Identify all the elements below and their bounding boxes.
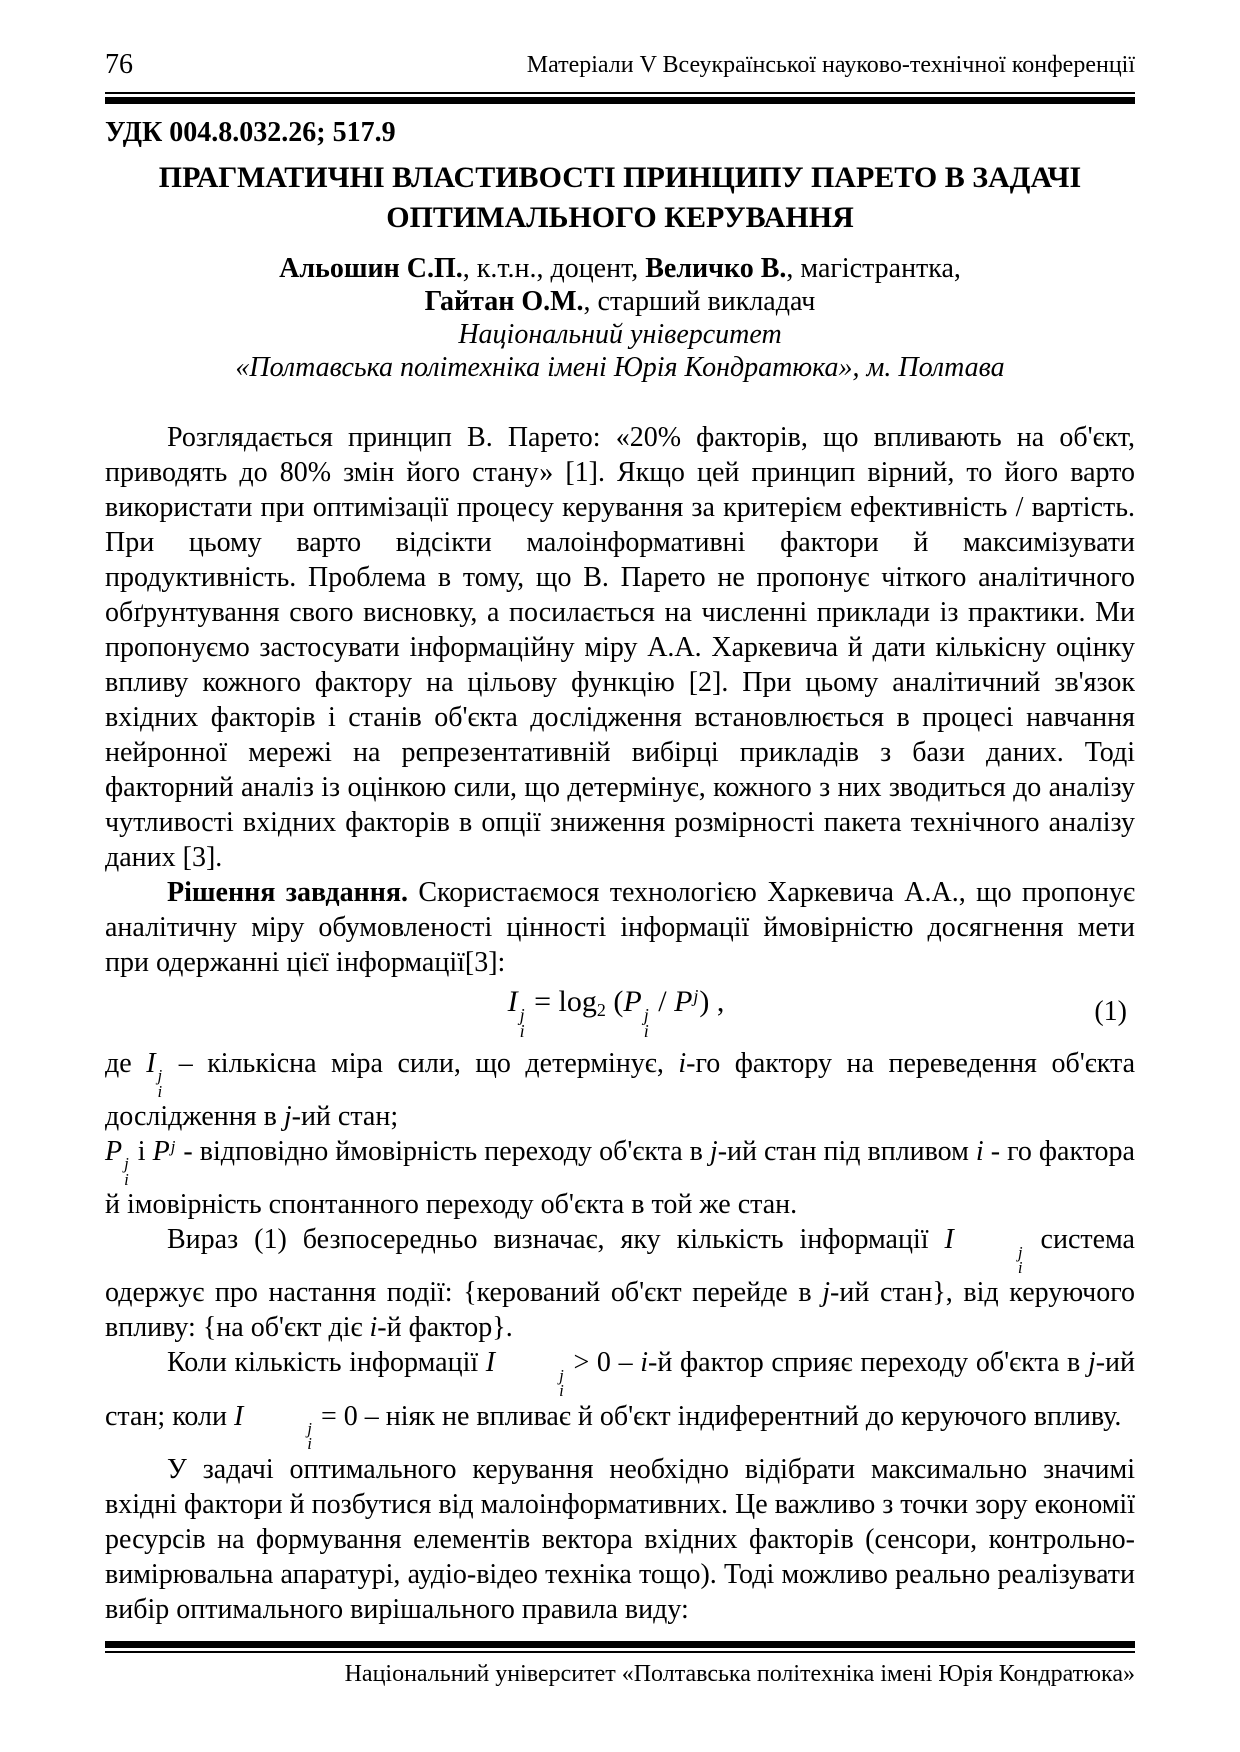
math-supsub: j i (559, 1365, 564, 1401)
authors-line-2 (105, 285, 1135, 318)
text-segment: і (130, 1136, 153, 1168)
page-content (105, 0, 1135, 1627)
authors-block (105, 252, 1135, 384)
text-segment: -й фактор}. (377, 1312, 513, 1344)
text-segment: У задачі оптимального керування необхідно відібрати максимально значимі вхідні фактори й позбутися від малоінформативних. Це важливо з точки зору економії ресурсів на формування елементів вектора вхідних факторів (сенсори, контрольно-вимірювальна апаратурі, аудіо-відео техніка тощо). Тоді можливо реально реалізувати вибір оптимального вирішального правила виду: (105, 1453, 1135, 1625)
text-segment: P (105, 1136, 123, 1168)
text-segment: = 0 – ніяк не впливає й об'єкт індиферентний до керуючого впливу. (313, 1400, 1122, 1432)
math-supsub: j i (157, 1066, 163, 1101)
text-segment: i (678, 1047, 687, 1079)
paragraph-pareto-principle (105, 420, 1135, 875)
text-segment: I (507, 985, 518, 1018)
text-segment: I (233, 1400, 244, 1432)
text-segment: Коли кількість інформації (167, 1347, 486, 1379)
text-segment: де (105, 1047, 147, 1079)
text-segment: I (146, 1047, 156, 1079)
text-segment: P (674, 985, 693, 1018)
header-rule-thick-line (105, 97, 1135, 104)
math-supsub: j i (643, 1004, 649, 1042)
text-segment: j (693, 986, 699, 1006)
text-segment: -го фактору на переведення об'єкта дослідження в (105, 1047, 1135, 1133)
text-segment: -й фактор сприяє переходу об'єкта в (648, 1347, 1088, 1379)
page-footer (105, 1641, 1135, 1689)
math-supsub: j i (124, 1154, 129, 1189)
text-segment: j (283, 1101, 292, 1133)
text-segment: – кількісна міра сили, що детермінує, (164, 1047, 679, 1079)
text-segment: Скористаємося технологією Харкевича А.А., що пропонує аналітичну міру обумовленості цінності інформації ймовірністю досягнення мети при одержанні цієї інформації[3]: (105, 877, 1135, 978)
text-segment: - го фактора й імовірність спонтанного переходу об'єкта в той же стан. (105, 1136, 1135, 1221)
authors-line-1 (105, 252, 1135, 285)
text-segment: Вираз (1) безпосередньо визначає, яку кількість інформації (167, 1224, 945, 1256)
text-segment: -ий стан; коли (105, 1347, 1136, 1432)
paragraph-solution (105, 875, 1135, 980)
header-rule (105, 92, 1135, 104)
paragraph-expression-meaning (105, 1222, 1135, 1345)
paragraph-information-cases (105, 1345, 1136, 1454)
text-segment: Величко В. (645, 253, 787, 284)
text-segment: / (650, 985, 675, 1018)
text-segment: j (1087, 1347, 1096, 1379)
text-segment: j (170, 1136, 176, 1156)
text-segment: , старший викладач (583, 286, 816, 317)
text-segment: Розглядається принцип В. Парето: «20% факторів, що впливають на об'єкт, приводять до 80% змін його стану» [1]. Якщо цей принцип вірний, то його варто використати при оптимізації процесу керування за критерієм ефективність / вартість. При цьому варто відсікти малоінформативні фактори й максимізувати продуктивність. Проблема в тому, що В. Парето не пропонує чіткого аналітичного обґрунтування свого висновку, а посилається на численні приклади із практики. Ми пропонуємо застосувати інформаційну міру А.А. Харкевича й дати кількісну оцінку впливу кожного фактору на цільову функцію [2]. При цьому аналітичний зв'язок вхідних факторів і станів об'єкта дослідження встановлюється в процесі навчання нейронної мережі на репрезентативній вибірці прикладів з бази даних. Тоді факторний аналіз із оцінкою сили, що детермінує, кожного з них зводиться до аналізу чутливості вхідних факторів в опції зниження розмірності пакета технічного аналізу даних [3]. (105, 422, 1135, 873)
text-segment: - відповідно ймовірність переходу об'єкта в (176, 1136, 710, 1168)
text-segment: ( (605, 985, 624, 1018)
text-segment: Гайтан О.М. (424, 286, 584, 317)
text-segment: , магістрантка, (786, 253, 961, 284)
page-number: 76 (105, 49, 133, 80)
footer-rule-thick-line (105, 1641, 1135, 1648)
paper-title-line-2: ОПТИМАЛЬНОГО КЕРУВАННЯ (386, 201, 854, 234)
text-segment: -ий стан}, від керуючого впливу: {на об'єкт діє (105, 1277, 1135, 1344)
udc-code: УДК 004.8.032.26; 517.9 (105, 117, 396, 148)
text-segment: i (640, 1347, 649, 1379)
text-segment: j (822, 1277, 831, 1309)
footer-university-name: Національний університет «Полтавська політехніка імені Юрія Кондратюка» (344, 1661, 1135, 1687)
text-segment: P (623, 985, 642, 1018)
text-segment: Альошин С.П. (279, 253, 463, 284)
article-body (105, 420, 1135, 1627)
definition-I (105, 1046, 1135, 1134)
text-segment: i (369, 1312, 378, 1344)
paper-title-line-1: ПРАГМАТИЧНІ ВЛАСТИВОСТІ ПРИНЦИПУ ПАРЕТО В ЗАДАЧІ (158, 161, 1082, 194)
equation-1 (105, 984, 1135, 1040)
text-segment: j (709, 1136, 718, 1168)
text-segment: I (485, 1347, 496, 1379)
text-segment: , к.т.н., доцент, (462, 253, 646, 284)
text-segment: ) , (699, 985, 725, 1018)
paper-title (105, 158, 1135, 238)
math-supsub: j i (307, 1418, 312, 1454)
affiliation-line-1: Національний університет (458, 319, 782, 350)
paragraph-optimal-control (105, 1452, 1135, 1627)
affiliation-line-2: «Полтавська політехніка імені Юрія Кондратюка», м. Полтава (235, 352, 1005, 383)
page-header (105, 0, 1135, 80)
text-segment: Рішення завдання. (167, 877, 419, 908)
equation-math (175, 984, 1057, 1040)
text-segment: > 0 – (565, 1347, 641, 1379)
equation-number: (1) (1094, 996, 1127, 1028)
text-segment: = log (526, 985, 597, 1018)
text-segment: система одержує про настання події: {керований об'єкт перейде в (105, 1224, 1135, 1309)
math-supsub: j i (519, 1004, 525, 1042)
definition-P (105, 1134, 1135, 1222)
text-segment: P (152, 1136, 170, 1168)
math-supsub: j i (1017, 1242, 1023, 1277)
footer-rule-thin-line (105, 1651, 1135, 1653)
text-segment: I (944, 1224, 954, 1256)
text-segment: i (975, 1136, 984, 1168)
text-segment: 2 (596, 1000, 606, 1021)
text-segment: -ий стан; (291, 1101, 399, 1133)
conference-name: Матеріали V Всеукраїнської науково-технічної конференції (526, 52, 1135, 78)
text-segment: -ий стан під впливом (717, 1136, 976, 1168)
